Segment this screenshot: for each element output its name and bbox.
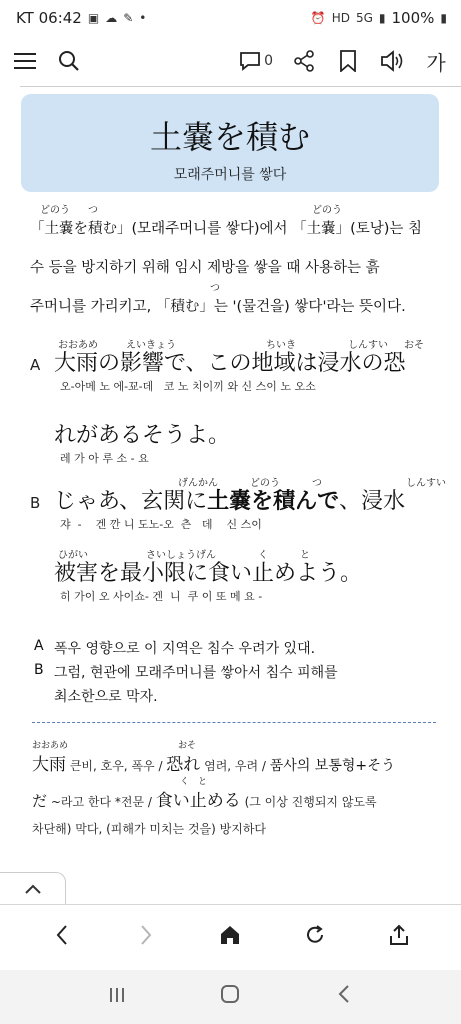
recent-apps-button[interactable] xyxy=(97,985,137,1010)
hamburger-icon xyxy=(14,52,36,70)
furigana: つ xyxy=(312,478,322,489)
back-chevron-icon xyxy=(337,984,351,1004)
vocab-definition: (그 이상 진행되지 않도록 xyxy=(240,795,377,809)
intro-line-2 xyxy=(30,243,440,282)
highlighted-expression: 土嚢を積んで xyxy=(207,489,340,514)
bookmark-icon xyxy=(339,50,357,72)
japanese-sentence: 被害を最小限に食い止めよう。 xyxy=(54,561,363,586)
furigana: げんかん xyxy=(178,478,218,489)
translation-text: 폭우 영향으로 이 지역은 침수 우려가 있대. xyxy=(54,641,316,657)
search-button[interactable] xyxy=(56,46,82,76)
intro-text: 주머니를 가리키고, 「積む」는 '(물건을) 쌓다'라는 뜻이다. xyxy=(30,299,406,315)
carrier-time: KT 06:42 xyxy=(16,9,82,27)
japanese-sentence xyxy=(54,484,405,515)
share-button[interactable] xyxy=(291,46,317,76)
share-page-button[interactable] xyxy=(379,924,419,952)
bookmark-button[interactable] xyxy=(335,46,361,76)
collapse-button[interactable] xyxy=(0,872,66,904)
speaker-label-b: B xyxy=(34,662,44,678)
system-back-button[interactable] xyxy=(324,984,364,1010)
furigana: く xyxy=(258,550,268,561)
speaker-icon xyxy=(380,50,404,72)
intro-text: 수 등을 방지하기 위해 임시 제방을 쌓을 때 사용하는 흙 xyxy=(30,260,380,276)
hd-icon: HD xyxy=(331,11,350,25)
comment-icon xyxy=(239,51,261,71)
article-content xyxy=(0,86,461,876)
vocab-entries xyxy=(32,786,377,811)
section-divider xyxy=(32,722,436,723)
sentence-part: じゃあ、玄関に xyxy=(54,489,208,514)
upload-icon xyxy=(388,924,410,946)
status-right xyxy=(311,9,447,27)
furigana: ちいき xyxy=(266,340,296,351)
vocab-word: 恐れ xyxy=(166,755,201,775)
speaker-label-b: B xyxy=(30,494,41,512)
ruby-text: く と xyxy=(180,777,208,787)
back-button[interactable] xyxy=(42,924,82,952)
recents-icon xyxy=(107,986,127,1004)
comment-count: 0 xyxy=(264,53,273,69)
vocab-definition: ~라고 한다 *전문 / xyxy=(47,795,156,809)
title-card xyxy=(21,94,439,192)
forward-button[interactable] xyxy=(126,924,166,952)
system-home-button[interactable] xyxy=(210,984,250,1010)
signal-icon: ▮ xyxy=(378,11,386,25)
furigana: どのう xyxy=(250,478,280,489)
vocab-line-2 xyxy=(32,774,444,810)
cloud-icon: ☁ xyxy=(105,11,118,25)
battery-level: 100% xyxy=(391,9,435,27)
intro-paragraph xyxy=(30,204,440,321)
furigana: さいしょうげん xyxy=(146,550,216,561)
read-aloud-button[interactable] xyxy=(379,46,405,76)
intro-text: 「土嚢を積む」(모래주머니를 쌓다)에서 「土嚢」(토낭)는 침 xyxy=(30,221,423,237)
furigana: しんすい xyxy=(348,340,388,351)
dot-icon: • xyxy=(139,11,147,25)
translation-text: 최소한으로 막자. xyxy=(54,689,158,705)
korean-reading: 오-아메 노 에-꾜-데 코 노 치이끼 와 신 스이 노 오소 xyxy=(60,380,316,393)
battery-icon: ▮ xyxy=(440,11,447,25)
vocab-definition: 염려, 우려 / xyxy=(200,759,270,773)
furigana: おおあめ xyxy=(58,340,98,351)
speaker-label-a: A xyxy=(34,638,44,654)
share-icon xyxy=(293,50,315,72)
comment-button[interactable] xyxy=(239,46,273,76)
alarm-icon: ⏰ xyxy=(310,11,326,25)
furigana: しんすい xyxy=(406,478,446,489)
vocab-entries xyxy=(32,750,395,775)
5g-icon: 5G xyxy=(355,11,373,25)
vocab-word: 食い止める xyxy=(155,791,241,811)
intro-line-3 xyxy=(30,282,440,321)
browser-navigation xyxy=(0,906,461,970)
vocab-word: 품사의 보통형+そう xyxy=(269,758,396,774)
system-navigation xyxy=(0,970,461,1024)
furigana: と xyxy=(300,550,310,561)
home-button[interactable] xyxy=(210,924,250,952)
vocab-word: だ xyxy=(32,792,48,810)
korean-reading: 히 가이 오 사이쇼- 겐 니 쿠 이 또 메 요 - xyxy=(60,590,263,603)
refresh-icon xyxy=(304,924,326,946)
menu-button[interactable] xyxy=(12,46,38,76)
speaker-label-a: A xyxy=(30,356,41,374)
sentence-part: 、浸水 xyxy=(339,489,406,514)
toolbar xyxy=(0,38,461,84)
gallery-icon: ▣ xyxy=(87,11,100,25)
chevron-up-icon xyxy=(24,883,42,895)
search-icon xyxy=(58,50,80,72)
chevron-right-icon xyxy=(139,924,153,946)
korean-reading: 레 가 아 루 소 - 요 xyxy=(60,452,149,465)
vocabulary-section xyxy=(32,738,444,846)
ruby-text: どのう xyxy=(312,205,342,216)
ruby-text: つ xyxy=(88,205,98,216)
vocab-definition: 큰비, 호우, 폭우 / xyxy=(66,759,167,773)
furigana: おそ xyxy=(404,340,424,351)
ruby-text: おそ xyxy=(178,741,197,751)
wrench-icon: ✎ xyxy=(123,11,134,25)
korean-reading: 쟈 - 겐 깐 니 도노-오 츤 데 신 스이 xyxy=(60,518,262,531)
ruby-text: おおあめ xyxy=(32,741,69,751)
vocab-definition: 차단해) 막다, (피해가 미치는 것을) 방지하다 xyxy=(32,822,266,836)
vocab-line-3 xyxy=(32,810,444,846)
vocab-word: 大雨 xyxy=(32,755,66,775)
home-circle-icon xyxy=(220,984,240,1004)
status-bar xyxy=(0,0,461,36)
page-subtitle: 모래주머니를 쌓다 xyxy=(173,167,287,183)
ruby-text: どのう xyxy=(40,205,70,216)
home-icon xyxy=(219,924,241,946)
status-left xyxy=(16,9,146,27)
refresh-button[interactable] xyxy=(295,924,335,952)
intro-line-1 xyxy=(30,204,440,243)
vocab-line-1 xyxy=(32,738,444,774)
page-title: 土嚢を積む xyxy=(149,118,310,156)
chevron-left-icon xyxy=(55,924,69,946)
furigana: えいきょう xyxy=(126,340,176,351)
japanese-sentence: れがあるそうよ。 xyxy=(54,423,231,448)
japanese-sentence: 大雨の影響で、この地域は浸水の恐 xyxy=(54,351,406,376)
ruby-text: つ xyxy=(210,283,220,294)
font-size-button[interactable]: 가 xyxy=(426,50,446,75)
nav-divider xyxy=(0,904,461,905)
translation-text: 그럼, 현관에 모래주머니를 쌓아서 침수 피해를 xyxy=(54,665,338,681)
furigana: ひがい xyxy=(58,550,88,561)
